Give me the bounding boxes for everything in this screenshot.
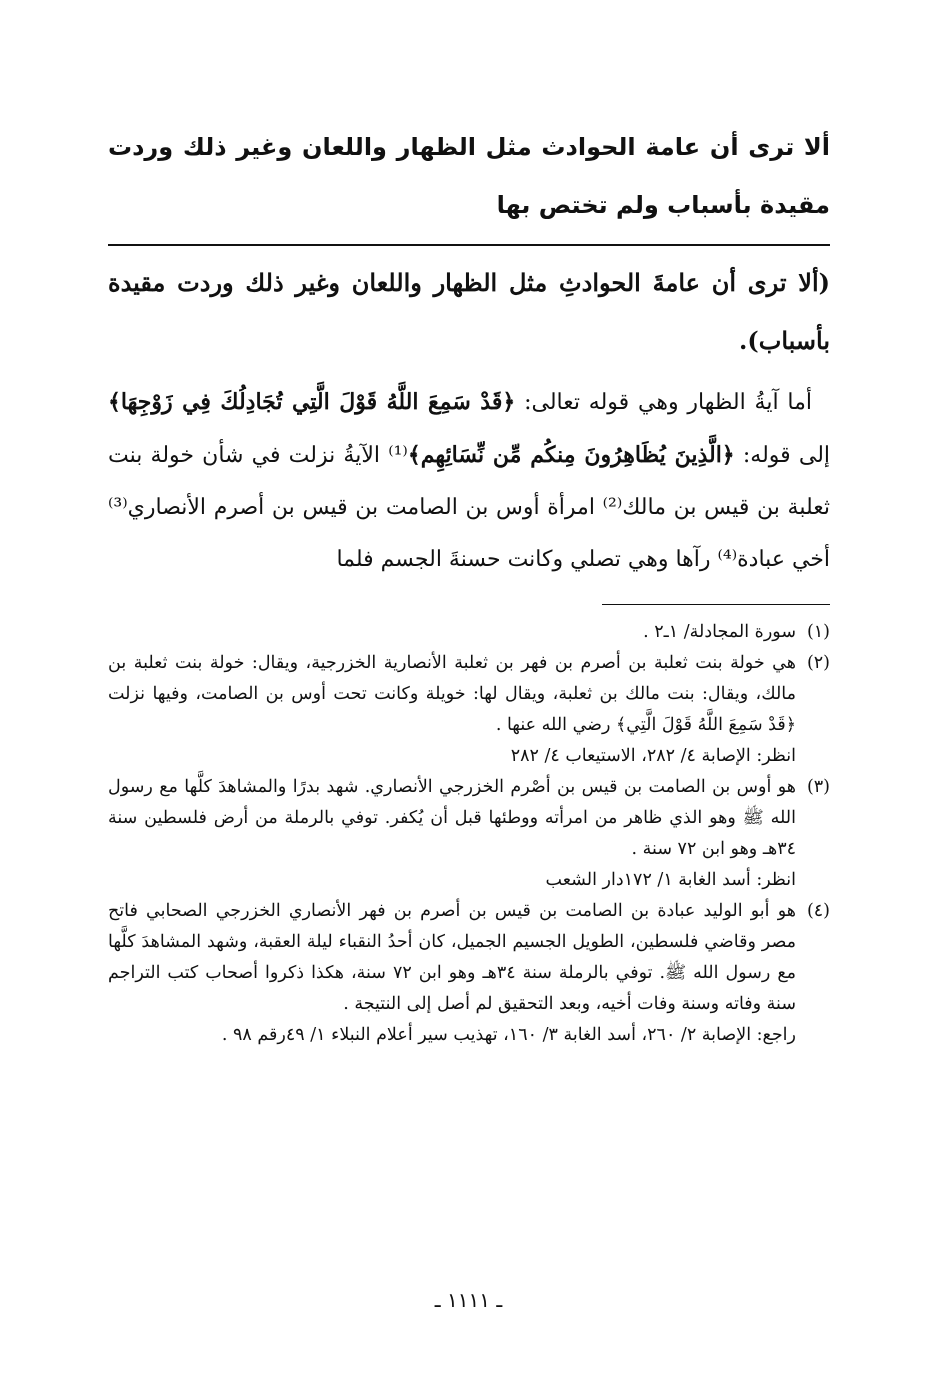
- commentary-paragraph: [108, 376, 830, 586]
- matn-header: [108, 118, 830, 234]
- footnotes: [108, 617, 830, 1051]
- footnote-mark-4: ⁽⁴⁾: [717, 547, 738, 572]
- quran-verse-1: ﴿قَدْ سَمِعَ اللَّهُ قَوْلَ الَّتِي تُجَادِلُكَ فِي زَوْجِهَا﴾: [108, 389, 516, 415]
- commentary-part-2: إلى قوله:: [742, 443, 831, 468]
- matn-line-2: بأسباب ولم تختص بها: [496, 191, 752, 219]
- footnote-body: [108, 648, 796, 772]
- commentary-part-3: الآيةُ نزلت في شأن خولة بنت ثعلبة بن قيس بن مالك: [108, 443, 831, 520]
- page-content: [108, 118, 830, 1051]
- footnote-reference: انظر: أسد الغابة ١/ ١٧٢دار الشعب: [545, 870, 796, 890]
- footnote-reference: راجع: الإصابة ٢/ ٢٦٠، أسد الغابة ٣/ ١٦٠، تهذيب سير أعلام النبلاء ١/ ٤٩رقم ٩٨ .: [221, 1025, 796, 1045]
- footnote-text: هي خولة بنت ثعلبة بن أصرم بن فهر بن ثعلبة الأنصارية الخزرجية، ويقال: خولة بنت ثعلبة بن مالك، ويقال: بنت مالك بن ثعلبة، ويقال لها: خويلة وكانت تحت أوس بن الصامت، وفيها نزلت ﴿قَدْ سَمِعَ اللَّهُ قَوْلَ الَّتِي﴾ رضي الله عنها .: [108, 653, 796, 735]
- footnote-mark-3: ⁽³⁾: [108, 495, 128, 520]
- matn-line-1: ألا ترى أن عامة الحوادث مثل الظهار واللعان وغير ذلك وردت مقيدة: [108, 133, 830, 219]
- footnote-4: [108, 896, 830, 1051]
- footnote-mark-2: ⁽²⁾: [602, 495, 623, 520]
- footnote-text: هو أبو الوليد عبادة بن الصامت بن قيس بن أصرم بن فهر الأنصاري الخزرجي الصحابي فاتح مصر وقاضي فلسطين، الطويل الجسيم الجميل، كان أحدُ النقباء ليلة العقبة، وشهد المشاهدَ كلَّها مع رسول الله ﷺ. توفي بالرملة سنة ٣٤هـ وهو ابن ٧٢ سنة، هكذا ذكروا أصحاب كتب التراجم سنة وفاته وسنة وفات أخيه، وبعد التحقيق لم أصل إلى النتيجة .: [108, 901, 797, 1014]
- footnote-number: (٤): [806, 901, 830, 921]
- footnote-reference: انظر: الإصابة ٤/ ٢٨٢، الاستيعاب ٤/ ٢٨٢: [510, 746, 796, 766]
- commentary-part-5: أخي عبادة: [737, 547, 830, 572]
- footnote-1: [108, 617, 830, 648]
- footnote-rule: [602, 604, 830, 605]
- footnote-number: (٣): [806, 777, 830, 797]
- quoted-matn: (ألا ترى أن عامةَ الحوادثِ مثل الظهار واللعان وغير ذلك وردت مقيدة بأسباب).: [108, 268, 830, 355]
- commentary-part-4: امرأة أوس بن الصامت بن قيس بن أصرم الأنصاري: [127, 495, 595, 520]
- footnote-body: [108, 896, 796, 1051]
- footnote-body: [108, 772, 796, 896]
- footnote-3: [108, 772, 830, 896]
- footnote-2: [108, 648, 830, 772]
- footnote-text: سورة المجادلة/ ١ـ٢ .: [643, 622, 796, 642]
- separator-rule: [108, 244, 830, 246]
- footnote-body: [108, 617, 796, 648]
- footnote-text: هو أوس بن الصامت بن قيس بن أصْرم الخزرجي الأنصاري. شهد بدرًا والمشاهدَ كلَّها مع رسول الله ﷺ وهو الذي ظاهر من امرأته ووطئها قبل أن يُكفر. توفي بالرملة من أرض فلسطين سنة ٣٤هـ وهو ابن ٧٢ سنة .: [108, 777, 796, 859]
- footnote-mark-1: ⁽¹⁾: [388, 443, 408, 468]
- footnote-number: (٢): [806, 653, 830, 673]
- commentary-part-1: أما آيةُ الظهار وهي قوله تعالى:: [524, 390, 812, 415]
- footnote-number: (١): [806, 622, 830, 642]
- commentary-part-6: رآها وهي تصلي وكانت حسنةَ الجسم فلما: [336, 547, 711, 572]
- page-number: ـ ١١١١ ـ: [434, 1288, 503, 1312]
- quran-verse-2: ﴿الَّذِينَ يُظَاهِرُونَ مِنكُم مِّن نِّسَائِهِم﴾: [407, 442, 735, 468]
